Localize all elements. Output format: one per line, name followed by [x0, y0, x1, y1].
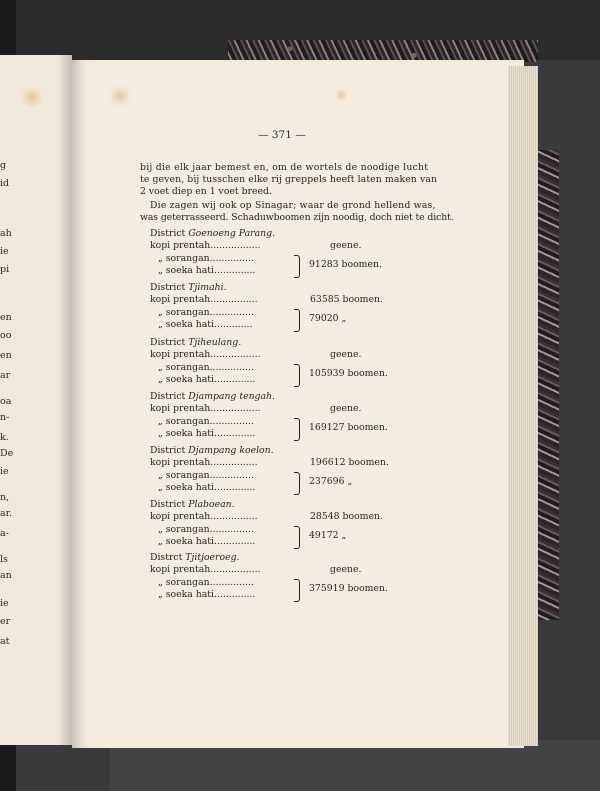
- left-page-fragment: n-: [0, 412, 10, 423]
- sorangan-row: „ sorangan...............: [158, 577, 254, 588]
- left-page-fragment: a-: [0, 528, 9, 539]
- district-label: District: [150, 337, 189, 348]
- left-page-fragment: en: [0, 350, 12, 361]
- soeka-hati-row: „ soeka hati..............: [158, 536, 256, 547]
- intro-line: was geterrasseerd. Schaduwboomen zijn noodig, doch niet te dicht.: [140, 212, 454, 223]
- kopi-prentah-value: 63585 boomen.: [310, 294, 383, 305]
- sub-total-value: 237696 „: [309, 476, 353, 487]
- intro-line: te geven, bij tusschen elke rij greppels heeft laten maken van: [140, 174, 438, 185]
- brace: [294, 364, 300, 387]
- district-heading: [150, 282, 227, 293]
- soeka-hati-row: „ soeka hati..............: [158, 374, 256, 385]
- left-page-fragment: en: [0, 312, 12, 323]
- kopi-prentah-value: geene.: [330, 240, 362, 251]
- district-name: Djampang koelon.: [188, 445, 274, 456]
- intro-line: 2 voet diep en 1 voet breed.: [140, 186, 272, 197]
- kopi-prentah-row: kopi prentah.................: [150, 564, 261, 575]
- sub-total-value: 79020 „: [309, 313, 347, 324]
- brace: [294, 418, 300, 441]
- left-page-fragment: k.: [0, 432, 9, 443]
- kopi-prentah-row: kopi prentah................: [150, 294, 258, 305]
- kopi-prentah-row: kopi prentah................: [150, 457, 258, 468]
- district-name: Tjimahi.: [188, 282, 227, 293]
- sub-total-value: 105939 boomen.: [309, 368, 388, 379]
- sorangan-row: „ sorangan...............: [158, 307, 254, 318]
- left-page: [0, 55, 72, 745]
- district-name: Tjitjoeroeg.: [185, 552, 240, 563]
- kopi-prentah-row: kopi prentah................: [150, 511, 258, 522]
- kopi-prentah-row: kopi prentah.................: [150, 240, 261, 251]
- intro-line: bij die elk jaar bemest en, om de wortels de noodige lucht: [140, 162, 429, 173]
- left-page-fragment: De: [0, 448, 14, 459]
- soeka-hati-row: „ soeka hati..............: [158, 265, 256, 276]
- sub-total-value: 91283 boomen.: [309, 259, 382, 270]
- kopi-prentah-row: kopi prentah.................: [150, 349, 261, 360]
- brace: [294, 309, 300, 332]
- left-page-fragment: oa: [0, 396, 12, 407]
- intro-line: Die zagen wij ook op Sinagar; waar de grond hellend was,: [150, 200, 436, 211]
- left-page-text-fragments: [0, 55, 72, 745]
- kopi-prentah-value: geene.: [330, 564, 362, 575]
- brace: [294, 526, 300, 549]
- kopi-prentah-value: 28548 boomen.: [310, 511, 383, 522]
- page-number: — 371 —: [258, 129, 306, 141]
- sub-total-value: 49172 „: [309, 530, 347, 541]
- brace: [294, 255, 300, 278]
- kopi-prentah-value: geene.: [330, 403, 362, 414]
- district-name: Goenoeng Parang.: [188, 228, 276, 239]
- kopi-prentah-value: geene.: [330, 349, 362, 360]
- district-heading: [150, 337, 241, 348]
- left-page-fragment: n,: [0, 492, 10, 503]
- district-heading: [150, 445, 274, 456]
- foxing-stain: [110, 84, 130, 108]
- left-page-fragment: ie: [0, 246, 9, 257]
- district-name: Plaboean.: [188, 499, 235, 510]
- district-label: District: [150, 228, 189, 239]
- sub-total-value: 169127 boomen.: [309, 422, 388, 433]
- left-page-fragment: ie: [0, 466, 9, 477]
- left-page-fragment: id: [0, 178, 10, 189]
- district-label: District: [150, 391, 189, 402]
- district-heading: [150, 391, 275, 402]
- soeka-hati-row: „ soeka hati..............: [158, 428, 256, 439]
- sub-total-value: 375919 boomen.: [309, 583, 388, 594]
- sorangan-row: „ sorangan...............: [158, 524, 254, 535]
- district-label: Distrct: [150, 552, 186, 563]
- district-label: District: [150, 445, 189, 456]
- soeka-hati-row: „ soeka hati..............: [158, 482, 256, 493]
- district-label: District: [150, 282, 189, 293]
- brace: [294, 579, 300, 602]
- district-heading: [150, 552, 240, 563]
- soeka-hati-row: „ soeka hati..............: [158, 589, 256, 600]
- sorangan-row: „ sorangan...............: [158, 253, 254, 264]
- left-page-fragment: ar: [0, 370, 11, 381]
- district-heading: [150, 499, 235, 510]
- district-label: District: [150, 499, 189, 510]
- left-page-fragment: ar.: [0, 508, 13, 519]
- brace: [294, 472, 300, 495]
- sorangan-row: „ sorangan...............: [158, 362, 254, 373]
- left-page-fragment: oo: [0, 330, 12, 341]
- left-page-fragment: ls: [0, 554, 8, 565]
- kopi-prentah-row: kopi prentah.................: [150, 403, 261, 414]
- kopi-prentah-value: 196612 boomen.: [310, 457, 389, 468]
- left-page-fragment: at: [0, 636, 10, 647]
- marbled-cover-top: [228, 40, 538, 62]
- left-page-fragment: g: [0, 160, 7, 171]
- sorangan-row: „ sorangan...............: [158, 416, 254, 427]
- sorangan-row: „ sorangan...............: [158, 470, 254, 481]
- foxing-stain: [334, 88, 348, 102]
- district-heading: [150, 228, 275, 239]
- left-page-fragment: er: [0, 616, 11, 627]
- left-page-fragment: an: [0, 570, 12, 581]
- left-page-fragment: ie: [0, 598, 9, 609]
- marbled-cover-edge: [537, 150, 559, 620]
- page-edges: [508, 66, 538, 746]
- district-name: Tjiheulang.: [188, 337, 242, 348]
- district-name: Djampang tengah.: [188, 391, 275, 402]
- left-page-fragment: pi: [0, 264, 10, 275]
- left-page-fragment: ah: [0, 228, 12, 239]
- soeka-hati-row: „ soeka hati.............: [158, 319, 253, 330]
